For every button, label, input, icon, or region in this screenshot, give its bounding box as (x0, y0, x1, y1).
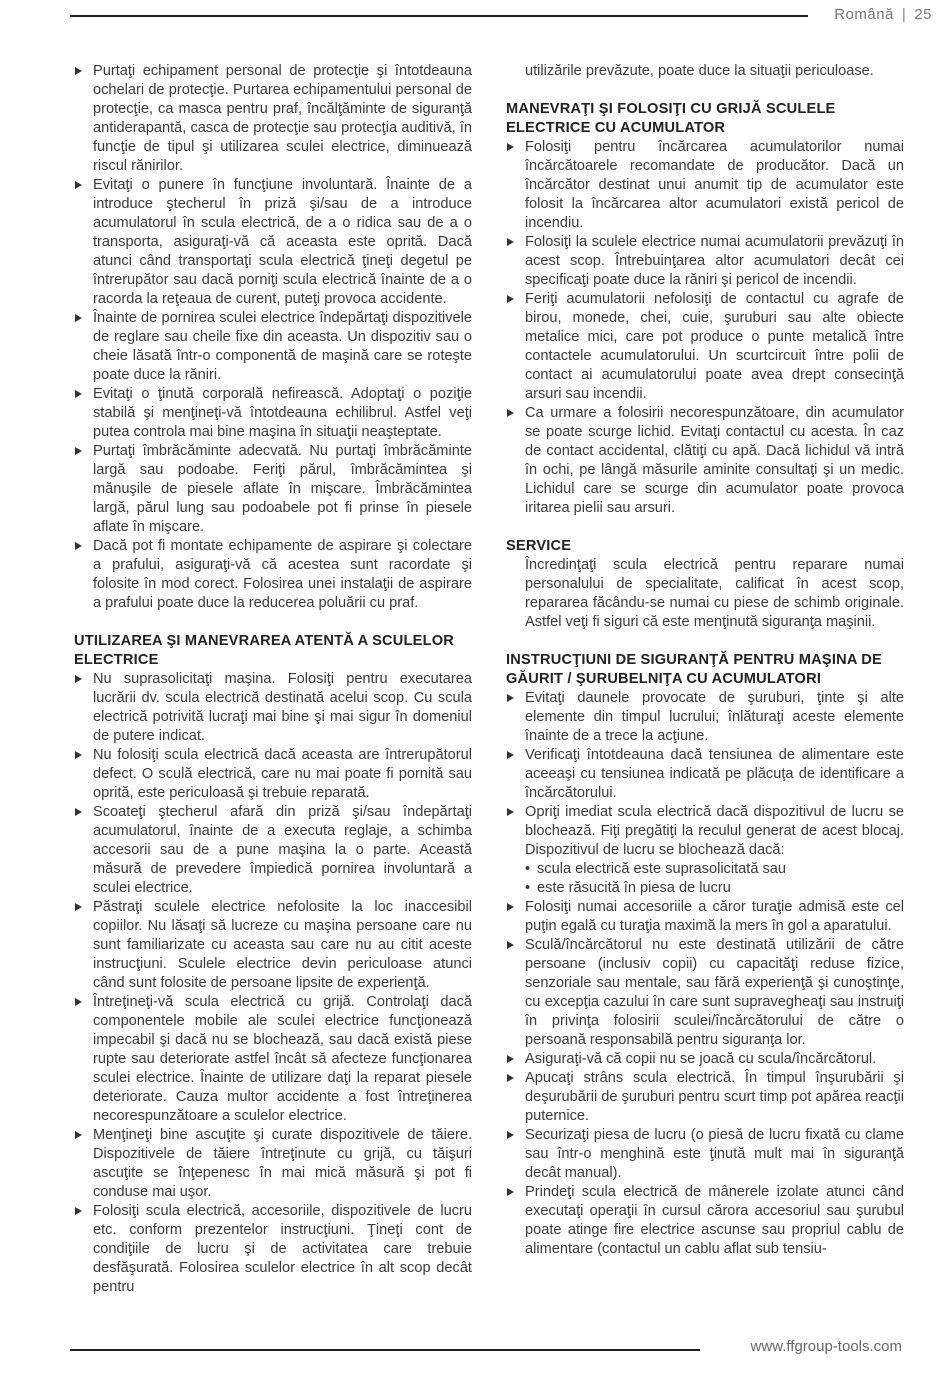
triangle-bullet-icon (75, 751, 82, 759)
triangle-bullet-icon (507, 808, 514, 816)
triangle-bullet-icon (75, 1131, 82, 1139)
triangle-bullet-icon (75, 1207, 82, 1215)
section-heading: MANEVRAŢI ŞI FOLOSIŢI CU GRIJĂ SCULELE ELECTRICE CU ACUMULATOR (506, 101, 836, 136)
list-item: Securizaţi piesa de lucru (o piesă de lucru fixată cu clame sau într-o menghină este ţinută mult mai în siguranţă decât manual). (506, 1126, 904, 1183)
list-item: Înainte de pornirea sculei electrice îndepărtaţi dispozitivele de reglare sau cheile fixe din aceasta. Un dispozitiv sau o cheie lăsată într-o componentă de maşină care se roteşte poate duce la răniri. (74, 309, 472, 385)
list-item: Păstraţi sculele electrice nefolosite la loc inaccesibil copiilor. Nu lăsaţi să lucreze cu maşina persoane care nu sunt familiarizate cu aceasta sau care nu au citit aceste instrucţiuni. Sculele electrice devin periculoase atunci când sunt folosite de persoane lipsite de experienţă. (74, 898, 472, 993)
list-item: Verificaţi întotdeauna dacă tensiunea de alimentare este aceeaşi cu tensiunea indicată pe plăcuţa de identificare a încărcătorului. (506, 746, 904, 803)
list-item: Nu suprasolicitaţi maşina. Folosiţi pentru executarea lucrării dv. scula electrică destinată acelui scop. Cu scula electrică potrivită lucraţi mai bine şi mai sigur în domeniul de putere indicat. (74, 670, 472, 746)
list-item: Evitaţi daunele provocate de şuruburi, ţinte şi alte elemente din timpul lucrului; înlăturaţi aceste elemente înainte de a trece la acţiune. (506, 689, 904, 746)
list-item: Nu folosiţi scula electrică dacă aceasta are întrerupătorul defect. O sculă electrică, care nu mai poate fi pornită sau oprită, este periculoasă şi trebuie reparată. (74, 746, 472, 803)
triangle-bullet-icon (507, 1074, 514, 1082)
triangle-bullet-icon (75, 67, 82, 75)
footer-rule (70, 1349, 700, 1351)
list-item: Folosiţi scula electrică, accesoriile, dispozitivele de lucru etc. conform prezentelor instrucţiuni. Ţineţi cont de condiţiile de lucru şi de activitatea care trebuie desfăşurată. Folosirea sculelor electrice în alt scop decât pentru (74, 1202, 472, 1297)
triangle-bullet-icon (507, 903, 514, 911)
sub-list-item: • este răsucită în piesa de lucru (525, 880, 731, 896)
right-column (506, 62, 904, 1259)
list-item: Dacă pot fi montate echipamente de aspirare şi colectare a prafului, asiguraţi-vă că acestea sunt racordate şi folosite în mod corect. Folosirea unei instalaţii de aspirare a prafului poate duce la reducerea poluării cu praf. (74, 537, 472, 613)
triangle-bullet-icon (75, 314, 82, 322)
language-label: Română (834, 6, 894, 23)
list-item: Feriţi acumulatorii nefolosiţi de contactul cu agrafe de birou, monede, chei, cuie, şuruburi sau alte obiecte metalice mici, care pot produce o punte metalică între contactele acumulatorului. Un scurtcircuit între polii de contact ai acumulatorului poate avea drept consecinţă arsuri sau incendii. (506, 290, 904, 404)
triangle-bullet-icon (507, 238, 514, 246)
section-heading: SERVICE (506, 538, 572, 554)
triangle-bullet-icon (75, 390, 82, 398)
battery-list (506, 138, 904, 518)
triangle-bullet-icon (507, 1131, 514, 1139)
triangle-bullet-icon (75, 808, 82, 816)
list-item: Purtaţi echipament personal de protecţie şi întotdeauna ochelari de protecţie. Purtarea echipamentului personal de protecţie, ca masca pentru praf, încălţăminte de siguranţă antiderapantă, casca de protecţie sau protecţia auditivă, în funcţie de tipul şi utilizarea sculei electrice, diminuează riscul rănirilor. (74, 62, 472, 176)
triangle-bullet-icon (507, 1188, 514, 1196)
list-item: Evitaţi o ţinută corporală nefirească. Adoptaţi o poziţie stabilă şi menţineţi-vă întotdeauna echilibrul. Astfel veţi putea controla mai bine maşina în situaţii neaşteptate. (74, 385, 472, 442)
safety-list-personal (74, 62, 472, 613)
triangle-bullet-icon (75, 675, 82, 683)
list-item: Ca urmare a folosirii necorespunzătoare, din acumulator se poate scurge lichid. Evitaţi contactul cu acesta. În caz de contact accidental, clătiţi cu apă. Dacă lichidul vă intră în ochi, pe lângă măsurile aminite consultaţi şi un medic. Lichidul care se scurge din acumulator poate provoca iritarea pielii sau arsuri. (506, 404, 904, 518)
triangle-bullet-icon (75, 181, 82, 189)
list-item: Evitaţi o punere în funcţiune involuntară. Înainte de a introduce ştecherul în priză şi/sau de a introduce acumulatorul în scula electrică, de a o ridica sau de a o transporta, asiguraţi-vă că aceasta este oprită. Dacă atunci când transportaţi scula electrică ţineţi degetul pe întrerupător sau dacă porniţi scula electrică înainte de a o racorda la reţeaua de curent, puteţi provoca accidente. (74, 176, 472, 309)
triangle-bullet-icon (507, 694, 514, 702)
triangle-bullet-icon (75, 447, 82, 455)
triangle-bullet-icon (507, 143, 514, 151)
list-item: Întreţineţi-vă scula electrică cu grijă. Controlaţi dacă componentele mobile ale sculei electrice funcţionează impecabil şi dacă nu se blochează, sau dacă există piese rupte sau deteriorate astfel încât să afecteze funcţionarea sculei electrice. Înainte de utilizare daţi la reparat piesele deteriorate. Cauza multor accidente a fost întreţinerea necorespunzătoare a sculelor electrice. (74, 993, 472, 1126)
triangle-bullet-icon (75, 542, 82, 550)
list-item: Apucaţi strâns scula electrică. În timpul înşurubării şi deşurubării de şuruburi pentru scurt timp pot apărea reacţii puternice. (506, 1069, 904, 1126)
list-item: Menţineţi bine ascuţite şi curate dispozitivele de tăiere. Dispozitivele de tăiere întreţinute cu grijă, cu tăişuri ascuţite se înţepenesc în mai mică măsură şi pot fi conduse mai uşor. (74, 1126, 472, 1202)
list-item: Purtaţi îmbrăcăminte adecvată. Nu purtaţi îmbrăcăminte largă sau podoabe. Feriţi părul, îmbrăcămintea şi mănuşile de piesele aflate în mişcare. Îmbrăcămintea largă, părul lung sau podoabele pot fi prinse în piesele aflate în mişcare. (74, 442, 472, 537)
service-text: Încredinţaţi scula electrică pentru reparare numai personalului de specialitate, calificat în acest scop, repararea făcându-se numai cu piese de schimb originale. Astfel veţi fi siguri că este menţinută siguranţa maşinii. (525, 557, 904, 630)
triangle-bullet-icon (507, 409, 514, 417)
triangle-bullet-icon (507, 941, 514, 949)
left-column (74, 62, 472, 1297)
triangle-bullet-icon (507, 751, 514, 759)
list-item: Folosiţi numai accesoriile a căror turaţie admisă este cel puţin egală cu turaţia maximă la mers în gol a aparatului. (506, 898, 904, 936)
section-heading: UTILIZAREA ŞI MANEVRAREA ATENTĂ A SCULELOR ELECTRICE (74, 633, 454, 668)
continuation-text: utilizările prevăzute, poate duce la situaţii periculoase. (525, 63, 874, 79)
triangle-bullet-icon (75, 998, 82, 1006)
list-item: Prindeţi scula electrică de mânerele izolate atunci când executaţi operaţii în cursul cărora accesoriul sau şurubul poate atinge fire electrice ascunse sau propriul cablu de alimentare (contactul un cablu aflat sub tensiu- (506, 1183, 904, 1259)
sub-list-item: • scula electrică este suprasolicitată sau (525, 861, 787, 877)
page-number: 25 (914, 6, 932, 23)
header-separator: | (901, 6, 907, 23)
drill-safety-list (506, 689, 904, 1259)
triangle-bullet-icon (507, 295, 514, 303)
header-rule (70, 15, 808, 17)
safety-list-tools (74, 670, 472, 1297)
triangle-bullet-icon (507, 1055, 514, 1063)
list-item: Folosiţi la sculele electrice numai acumulatorii prevăzuţi în acest scop. Întrebuinţarea altor acumulatori decât cei specificaţi poate duce la răniri şi pericol de incendii. (506, 233, 904, 290)
list-item: Sculă/încărcătorul nu este destinată utilizării de către persoane (inclusiv copii) cu capacităţi reduse fizice, senzoriale sau mentale, sau fără experienţă şi cunoştinţe, cu excepţia cazului în care sunt supravegheaţi sau instruiţi în privinţa folosirii sculei/încărcătorului de către o persoană responsabilă pentru siguranţa lor. (506, 936, 904, 1050)
dot-bullet-icon: • (525, 861, 531, 877)
section-heading: INSTRUCŢIUNI DE SIGURANŢĂ PENTRU MAŞINA DE GĂURIT / ŞURUBELNIŢA CU ACUMULATORI (506, 652, 882, 687)
list-item: Scoateţi ştecherul afară din priză şi/sau îndepărtaţi acumulatorul, înainte de a executa reglaje, a schimba accesorii sau de a pune maşina la o parte. Această măsură de prevedere împiedică pornirea involuntară a sculei electrice. (74, 803, 472, 898)
list-item: Asiguraţi-vă că copii nu se joacă cu scula/încărcătorul. (506, 1050, 904, 1069)
triangle-bullet-icon (75, 903, 82, 911)
list-item: Opriţi imediat scula electrică dacă dispozitivul de lucru se blochează. Fiţi pregătiţi la reculul generat de acest blocaj. Dispozitivul de lucru se blochează dacă: (506, 803, 904, 860)
footer-url: www.ffgroup-tools.com (750, 1338, 902, 1355)
page-header (834, 6, 932, 23)
dot-bullet-icon: • (525, 880, 531, 896)
list-item: Folosiţi pentru încărcarea acumulatorilor numai încărcătoarele recomandate de producător. Dacă un încărcător destinat unui anumit tip de acumulator este folosit la încărcarea altor acumulatori există pericol de incendiu. (506, 138, 904, 233)
